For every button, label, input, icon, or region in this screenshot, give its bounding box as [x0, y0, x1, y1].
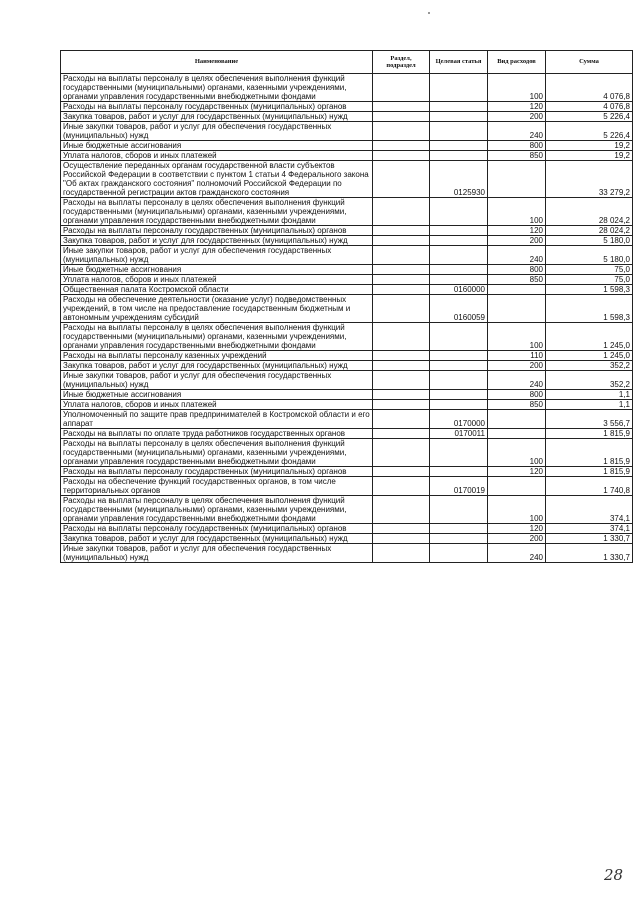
row-target-article [430, 226, 488, 236]
row-target-article [430, 400, 488, 410]
row-section [373, 371, 430, 390]
row-sum: 1 330,7 [546, 544, 633, 563]
row-expense-kind: 800 [488, 265, 546, 275]
row-expense-kind: 240 [488, 122, 546, 141]
row-target-article [430, 390, 488, 400]
row-section [373, 236, 430, 246]
row-name: Иные закупки товаров, работ и услуг для обеспечения государственных (муниципальных) нужд [61, 371, 373, 390]
row-name: Иные закупки товаров, работ и услуг для обеспечения государственных (муниципальных) нужд [61, 246, 373, 265]
row-expense-kind: 100 [488, 323, 546, 351]
table-row [61, 351, 633, 361]
row-section [373, 112, 430, 122]
row-name: Расходы на обеспечение деятельности (оказание услуг) подведомственных учреждений, в том числе на предоставление государственным бюджетным и автономным учреждениям субсидий [61, 295, 373, 323]
table-row [61, 295, 633, 323]
table-row [61, 410, 633, 429]
row-target-article [430, 74, 488, 102]
row-section [373, 285, 430, 295]
row-name: Закупка товаров, работ и услуг для государственных (муниципальных) нужд [61, 236, 373, 246]
row-name: Расходы на обеспечение функций государственных органов, в том числе территориальных органов [61, 477, 373, 496]
table-row [61, 323, 633, 351]
header-sum: Сумма [546, 51, 633, 74]
row-target-article [430, 246, 488, 265]
row-section [373, 467, 430, 477]
budget-table-container [60, 50, 632, 563]
row-sum: 5 226,4 [546, 122, 633, 141]
row-target-article [430, 534, 488, 544]
row-target-article [430, 351, 488, 361]
row-section [373, 351, 430, 361]
row-target-article [430, 496, 488, 524]
row-sum: 374,1 [546, 524, 633, 534]
row-section [373, 102, 430, 112]
table-header-row [61, 51, 633, 74]
table-body [61, 74, 633, 563]
row-target-article [430, 361, 488, 371]
row-sum: 4 076,8 [546, 74, 633, 102]
row-sum: 19,2 [546, 151, 633, 161]
table-row [61, 496, 633, 524]
row-section [373, 400, 430, 410]
row-target-article [430, 198, 488, 226]
row-name: Расходы на выплаты персоналу в целях обеспечения выполнения функций государственными (муниципальными) органами, казенными учреждениями, органами управления государственными внебюджетными фондами [61, 323, 373, 351]
row-section [373, 429, 430, 439]
row-target-article [430, 371, 488, 390]
row-expense-kind: 120 [488, 102, 546, 112]
row-target-article [430, 151, 488, 161]
row-section [373, 524, 430, 534]
row-name: Уплата налогов, сборов и иных платежей [61, 275, 373, 285]
row-section [373, 439, 430, 467]
row-section [373, 390, 430, 400]
row-target-article [430, 236, 488, 246]
row-expense-kind: 200 [488, 112, 546, 122]
row-sum: 1 740,8 [546, 477, 633, 496]
row-target-article [430, 102, 488, 112]
budget-table [60, 50, 633, 563]
row-expense-kind [488, 161, 546, 198]
row-expense-kind: 100 [488, 439, 546, 467]
row-name: Иные бюджетные ассигнования [61, 141, 373, 151]
table-row [61, 534, 633, 544]
row-name: Расходы на выплаты персоналу в целях обеспечения выполнения функций государственными (муниципальными) органами, казенными учреждениями, органами управления государственными внебюджетными фондами [61, 74, 373, 102]
row-name: Расходы на выплаты персоналу в целях обеспечения выполнения функций государственными (муниципальными) органами, казенными учреждениями, органами управления государственными внебюджетными фондами [61, 198, 373, 226]
row-expense-kind: 240 [488, 371, 546, 390]
row-expense-kind: 240 [488, 544, 546, 563]
table-row [61, 371, 633, 390]
table-row [61, 151, 633, 161]
row-sum: 1,1 [546, 390, 633, 400]
row-expense-kind: 240 [488, 246, 546, 265]
row-sum: 4 076,8 [546, 102, 633, 112]
row-expense-kind [488, 285, 546, 295]
row-expense-kind [488, 429, 546, 439]
scan-speck [428, 12, 430, 14]
row-expense-kind: 800 [488, 390, 546, 400]
row-expense-kind: 120 [488, 524, 546, 534]
row-sum: 1 598,3 [546, 285, 633, 295]
row-name: Расходы на выплаты персоналу государственных (муниципальных) органов [61, 226, 373, 236]
row-section [373, 74, 430, 102]
row-expense-kind: 800 [488, 141, 546, 151]
row-section [373, 496, 430, 524]
row-expense-kind: 120 [488, 467, 546, 477]
row-target-article: 0125930 [430, 161, 488, 198]
row-expense-kind: 100 [488, 496, 546, 524]
row-sum: 28 024,2 [546, 198, 633, 226]
row-name: Закупка товаров, работ и услуг для государственных (муниципальных) нужд [61, 534, 373, 544]
row-section [373, 295, 430, 323]
row-name: Расходы на выплаты персоналу в целях обеспечения выполнения функций государственными (муниципальными) органами, казенными учреждениями, органами управления государственными внебюджетными фондами [61, 496, 373, 524]
row-sum: 1 245,0 [546, 323, 633, 351]
row-sum: 1 815,9 [546, 429, 633, 439]
row-section [373, 161, 430, 198]
row-section [373, 151, 430, 161]
row-name: Уполномоченный по защите прав предпринимателей в Костромской области и его аппарат [61, 410, 373, 429]
row-name: Расходы на выплаты по оплате труда работников государственных органов [61, 429, 373, 439]
row-expense-kind: 120 [488, 226, 546, 236]
table-row [61, 226, 633, 236]
table-row [61, 198, 633, 226]
row-name: Общественная палата Костромской области [61, 285, 373, 295]
table-row [61, 141, 633, 151]
row-section [373, 544, 430, 563]
row-section [373, 122, 430, 141]
row-name: Расходы на выплаты персоналу государственных (муниципальных) органов [61, 467, 373, 477]
row-section [373, 198, 430, 226]
table-row [61, 236, 633, 246]
row-sum: 19,2 [546, 141, 633, 151]
table-row [61, 477, 633, 496]
row-section [373, 246, 430, 265]
row-target-article [430, 265, 488, 275]
row-target-article [430, 323, 488, 351]
row-sum: 1 330,7 [546, 534, 633, 544]
row-target-article [430, 467, 488, 477]
row-section [373, 275, 430, 285]
row-sum: 75,0 [546, 265, 633, 275]
row-target-article [430, 524, 488, 534]
row-name: Расходы на выплаты персоналу казенных учреждений [61, 351, 373, 361]
table-row [61, 161, 633, 198]
row-expense-kind: 100 [488, 74, 546, 102]
row-sum: 352,2 [546, 371, 633, 390]
row-sum: 1 815,9 [546, 439, 633, 467]
row-section [373, 477, 430, 496]
row-name: Уплата налогов, сборов и иных платежей [61, 151, 373, 161]
table-row [61, 467, 633, 477]
row-name: Иные бюджетные ассигнования [61, 265, 373, 275]
row-expense-kind: 200 [488, 361, 546, 371]
row-section [373, 265, 430, 275]
row-sum: 1 598,3 [546, 295, 633, 323]
table-row [61, 122, 633, 141]
row-expense-kind: 850 [488, 275, 546, 285]
row-target-article [430, 122, 488, 141]
row-name: Расходы на выплаты персоналу государственных (муниципальных) органов [61, 524, 373, 534]
row-target-article [430, 112, 488, 122]
row-sum: 352,2 [546, 361, 633, 371]
header-name: Наименование [61, 51, 373, 74]
row-expense-kind [488, 477, 546, 496]
table-row [61, 74, 633, 102]
row-expense-kind: 110 [488, 351, 546, 361]
row-name: Иные закупки товаров, работ и услуг для обеспечения государственных (муниципальных) нужд [61, 544, 373, 563]
table-row [61, 429, 633, 439]
page-number: 28 [604, 866, 624, 884]
table-row [61, 400, 633, 410]
row-name: Уплата налогов, сборов и иных платежей [61, 400, 373, 410]
row-sum: 33 279,2 [546, 161, 633, 198]
row-sum: 374,1 [546, 496, 633, 524]
row-target-article [430, 141, 488, 151]
header-target-article: Целевая статья [430, 51, 488, 74]
row-name: Закупка товаров, работ и услуг для государственных (муниципальных) нужд [61, 361, 373, 371]
row-sum: 1,1 [546, 400, 633, 410]
header-expense-kind: Вид расходов [488, 51, 546, 74]
row-name: Расходы на выплаты персоналу в целях обеспечения выполнения функций государственными (муниципальными) органами, казенными учреждениями, органами управления государственными внебюджетными фондами [61, 439, 373, 467]
row-target-article: 0160059 [430, 295, 488, 323]
row-expense-kind: 850 [488, 400, 546, 410]
row-expense-kind: 200 [488, 236, 546, 246]
table-row [61, 275, 633, 285]
row-target-article [430, 275, 488, 285]
row-target-article [430, 439, 488, 467]
row-sum: 1 815,9 [546, 467, 633, 477]
table-row [61, 285, 633, 295]
row-sum: 75,0 [546, 275, 633, 285]
row-expense-kind: 200 [488, 534, 546, 544]
table-row [61, 390, 633, 400]
row-sum: 5 180,0 [546, 246, 633, 265]
row-expense-kind: 100 [488, 198, 546, 226]
row-target-article: 0170011 [430, 429, 488, 439]
row-sum: 3 556,7 [546, 410, 633, 429]
row-name: Иные бюджетные ассигнования [61, 390, 373, 400]
row-expense-kind [488, 295, 546, 323]
table-row [61, 246, 633, 265]
row-name: Иные закупки товаров, работ и услуг для обеспечения государственных (муниципальных) нужд [61, 122, 373, 141]
row-section [373, 410, 430, 429]
row-expense-kind [488, 410, 546, 429]
row-target-article [430, 544, 488, 563]
table-row [61, 361, 633, 371]
row-sum: 5 226,4 [546, 112, 633, 122]
table-row [61, 524, 633, 534]
row-name: Закупка товаров, работ и услуг для государственных (муниципальных) нужд [61, 112, 373, 122]
row-name: Расходы на выплаты персоналу государственных (муниципальных) органов [61, 102, 373, 112]
row-section [373, 323, 430, 351]
row-section [373, 534, 430, 544]
row-name: Осуществление переданных органам государственной власти субъектов Российской Федерации в соответствии с пунктом 1 статьи 4 Федерального закона "Об актах гражданского состояния" полномочий Российской Федерации по государственной регистрации актов гражданского состояния [61, 161, 373, 198]
row-sum: 1 245,0 [546, 351, 633, 361]
row-sum: 5 180,0 [546, 236, 633, 246]
row-section [373, 141, 430, 151]
table-row [61, 265, 633, 275]
table-row [61, 102, 633, 112]
row-target-article: 0170000 [430, 410, 488, 429]
row-target-article: 0160000 [430, 285, 488, 295]
table-row [61, 544, 633, 563]
row-target-article: 0170019 [430, 477, 488, 496]
row-section [373, 226, 430, 236]
table-row [61, 439, 633, 467]
header-section: Раздел, подраздел [373, 51, 430, 74]
row-section [373, 361, 430, 371]
row-sum: 28 024,2 [546, 226, 633, 236]
row-expense-kind: 850 [488, 151, 546, 161]
table-row [61, 112, 633, 122]
